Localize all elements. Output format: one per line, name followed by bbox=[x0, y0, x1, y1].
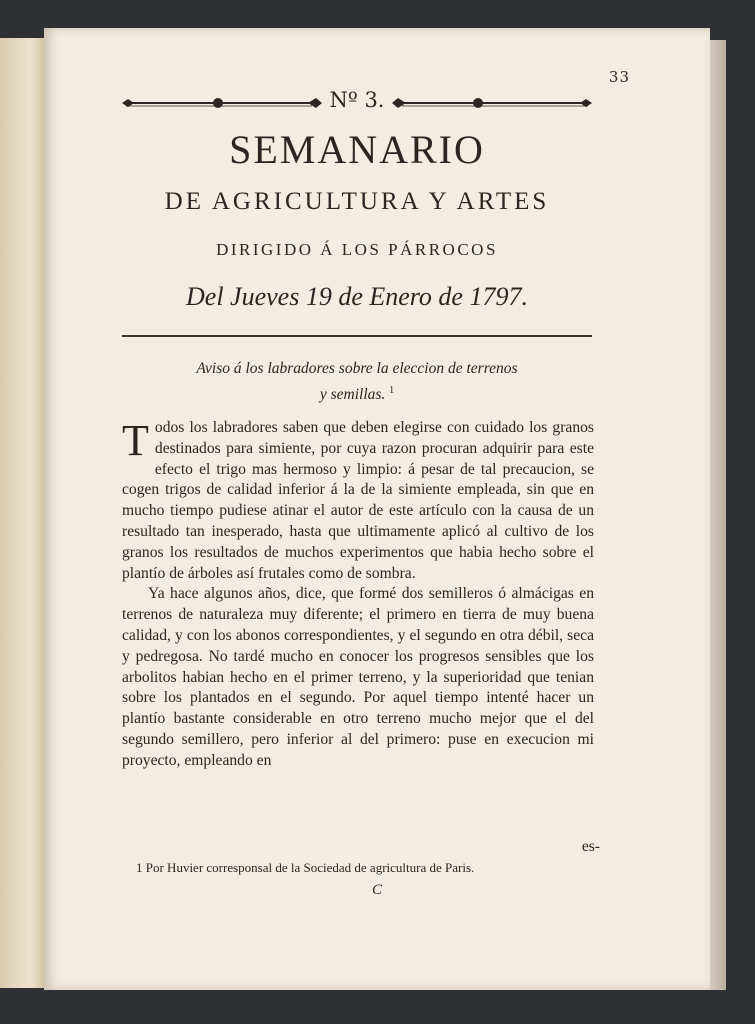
paragraph-2-text: Ya hace algunos años, dice, que formé dos semilleros ó almácigas en terrenos de naturaleza muy diferente; el primero en tierra de muy buena calidad, y con los abonos correspondientes, y el segundo en otra débil, seca y pedregosa. No tardé mucho en conocer los progresos sensibles que los arbolitos habian hecho en el primer terreno, y la superioridad que tenian sobre los plantados en el segundo. Por aquel tiempo intenté hacer un plantío bastante considerable en otro terreno mucho mejor que el del segundo semillero, pero inferior al del primero: puse en execucion mi proyecto, empleando en bbox=[122, 585, 594, 769]
printer-signature: C bbox=[371, 882, 382, 898]
article-title bbox=[122, 358, 592, 406]
catchword: es- bbox=[581, 838, 600, 855]
issue-date: Del Jueves 19 de Enero de 1797. bbox=[186, 282, 528, 311]
ornament-right-icon bbox=[392, 96, 592, 110]
publication-title: SEMANARIO bbox=[229, 127, 485, 172]
paragraph bbox=[122, 584, 594, 771]
issue-header bbox=[122, 88, 592, 118]
footnote: 1 Por Huvier corresponsal de la Sociedad de agricultura de Paris. bbox=[136, 860, 475, 875]
publication-subtitle: DE AGRICULTURA Y ARTES bbox=[164, 188, 550, 215]
article-title-line2: y semillas. bbox=[319, 386, 386, 404]
article-body bbox=[122, 418, 594, 772]
paragraph-1-text: odos los labradores saben que deben elegirse con cuidado los granos destinados para simiente, por cuya razon procuran adquirir para este efecto el trigo mas hermoso y limpio: á pesar de tal precaucion, se cogen trigos de calidad inferior á la de la simiente empleada, sin que en mucho tiempo pudiese atinar el autor de este artículo con la causa de un resultado tan inesperado, hasta que ultimamente aplicó al cultivo de los granos los resultados de muchos experimentos que habia hecho sobre el plantío de árboles así frutales como de sombra. bbox=[122, 419, 594, 582]
document-page bbox=[44, 28, 710, 990]
publication-audience: DIRIGIDO Á LOS PÁRROCOS bbox=[216, 240, 498, 259]
paragraph bbox=[122, 418, 594, 584]
page-number: 33 bbox=[608, 68, 630, 86]
issue-number: Nº 3. bbox=[329, 88, 385, 112]
footnote-marker: 1 bbox=[389, 385, 395, 396]
left-page-edge bbox=[0, 38, 50, 988]
article-title-line1: Aviso á los labradores sobre la eleccion de terrenos bbox=[196, 360, 518, 377]
title-divider bbox=[122, 335, 592, 337]
drop-cap: T bbox=[122, 416, 149, 465]
